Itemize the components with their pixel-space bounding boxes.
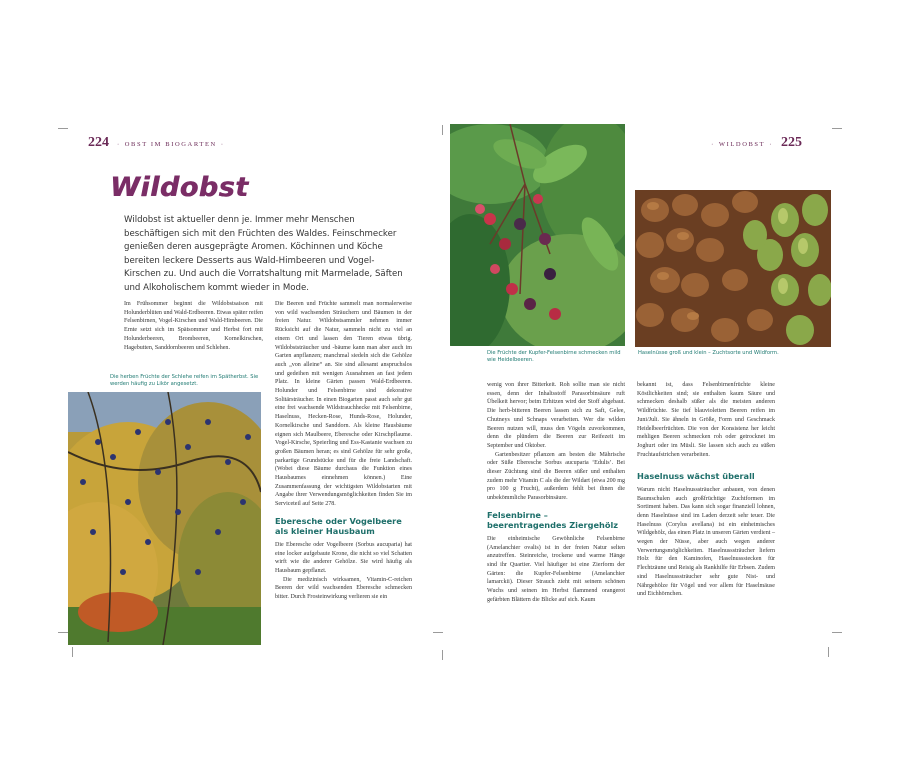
serviceberry-photo — [450, 124, 625, 346]
paragraph: Die medizinisch wirksamen, Vitamin-C-reichen Beeren der wild wachsenden Eberesche schmecken bitter. Durch Frosteinwirkung verlieren sie ein — [275, 576, 412, 601]
crop-mark — [832, 128, 842, 129]
sloe-photo — [68, 392, 261, 645]
right-running-head: WILDOBST — [718, 141, 766, 148]
paragraph: Die Beeren und Früchte sammelt man normalerweise von wild wachsenden Sträuchern und Bäumen in der freien Natur. Wildobstsammler nehmen immer Rücksicht auf die Natur, sammeln nicht zu viel an einem Ort und lassen den Tieren etwas übrig. Wildobststräucher und -bäume kann man aber auch im Garten anpflanzen; manchmal siedeln sich die Gehölze auch „von alleine“ an. Sie sind allesamt anspruchslos und gedeihen mit wenigen Ausnahmen an fast jedem Platz. In kleine Gärten passen Wald-Erdbeeren. Holunder und Felsenbirne sind dekorative Solitärsträucher. In einen Biogarten passt auch sehr gut eine frei wachsende Wildstrauchhecke mit Felsenbirne, Haselnuss, Hecken-Rose, Hunds-Rose, Holunder, Kornelkirsche und Sanddorn. Als kleine Hausbäume eignen sich Maulbeere, Eberesche oder Kirschpflaume. Vogel-Kirsche, Speierling und Ess-Kastanie wachsen zu großen Bäumen heran; es sind Gehölze für sehr große, parkartige Grundstücke und für die freie Landschaft. (Wobei diese Bäume durchaus die Funktion eines Hausbaumes einnehmen können.) Eine Zusammenfassung der wichtigsten Wildobstarten mit Angabe ihrer Verwendungsmöglichkeiten finden Sie im Serviceteil auf Seite 278. — [275, 301, 412, 508]
section-heading: Felsenbirne – beerentragendes Ziergehölz — [487, 509, 619, 531]
crop-mark — [72, 647, 73, 657]
sloe-photo-caption: Die herben Früchte der Schlehe reifen im Spätherbst. Sie werden häufig zu Likör angesetzt. — [110, 374, 259, 387]
crop-mark — [442, 650, 443, 660]
hazelnut-photo-caption: Haselnüsse groß und klein – Zuchtsorte und Wildform. — [638, 350, 779, 356]
left-column-1 — [124, 300, 263, 352]
section-heading: Eberesche oder Vogelbeere als kleiner Hausbaum — [275, 515, 402, 537]
left-folio: 224 · OBST IM BIOGARTEN · — [88, 135, 225, 150]
section-heading: Haselnuss wächst überall — [637, 471, 755, 482]
crop-mark — [433, 632, 443, 633]
paragraph: Die Eberesche oder Vogelbeere (Sorbus aucuparia) hat eine locker aufgebaute Krone, die nicht so viel Schatten wirft wie die anderer Gehölze. Sie wird häufig als Hausbaum gepflanzt. — [275, 541, 412, 574]
crop-mark — [828, 647, 829, 657]
hazelnut-photo — [635, 190, 831, 347]
crop-mark — [58, 632, 68, 633]
paragraph: Die einheimische Gewöhnliche Felsenbirne (Amelanchier ovalis) ist in der freien Natur selten anzutreffen. Steinreiche, trockene und warme Hänge sind ihr Quartier. Viel häufiger ist eine Zierform der Gärten: die Kupfer-Felsenbirne (Amelanchier lamarckii). Dieser Strauch zieht mit seinem schönen Wuchs und seinen im Herbst flammend orangerot gefärbten Blättern die Blicke auf sich. Kaum — [487, 535, 625, 603]
left-page-number: 224 — [88, 135, 109, 150]
paragraph: Warum nicht Haselnusssträucher anbauen, von denen Baumschulen auch großfrüchtige Zuchtformen im Sortiment haben. Das kann sich sogar finanziell lohnen, denn Haselnüsse sind im Laden derzeit sehr teuer. Die Haselnuss (Corylus avellana) ist ein einheimisches Wildgehölz, das einen Platz in unseren Gärten verdient – wegen der Nüsse, aber auch wegen anderer Verwertungsmöglichkeiten. Haselnusssträucher liefern Holz für den Kaminofen, Haselnussstecken für Flechtzäune und Reisig als Rankhilfe für Erbsen. Zudem sind Haselnusssträucher sehr gute Nist- und Nährgehölze für Vögel und vor allem für Haselmäuse und Eichhörnchen. — [637, 486, 775, 598]
left-column-2 — [275, 300, 412, 602]
paragraph: Im Frühsommer beginnt die Wildobstsaison mit Holunderblüten und Wald-Erdbeeren. Etwas später reifen Felsenbirnen, Vogel-Kirschen und Wald-Himbeeren. Die Ernte setzt sich im Spätsommer und Herbst fort mit Holunderbeeren, Brombeeren, Kornelkirschen, Hagebutten, Sanddornbeeren und Schlehen. — [124, 301, 263, 351]
serviceberry-photo-caption: Die Früchte der Kupfer-Felsenbirne schmecken mild wie Heidelbeeren. — [487, 350, 621, 363]
paragraph: bekannt ist, dass Felsenbirnenfrüchte kleine Köstlichkeiten sind; sie enthalten kaum Säure und schmecken deshalb süßer als die meisten anderen Wildfrüchte. Sie tief blauvioletten Beeren reifen im Juni/Juli. Sie ähneln in Größe, Form und Geschmack Heidelbeerfrüchten. Die von der Konsistenz her leicht mehligen Beeren schmecken roh oder getrocknet im Joghurt oder im Müsli. Sie lassen sich auch zu süßen Fruchtaufstrichen verarbeiten. — [637, 382, 775, 458]
right-folio: · WILDOBST · 225 — [711, 135, 802, 150]
lead-paragraph: Wildobst ist aktueller denn je. Immer mehr Menschen beschäftigen sich mit den Früchten des Waldes. Feinschmecker genießen deren ausgeprägte Aromen. Köchinnen und Köche bereiten leckere Desserts aus Wald-Himbeeren und Vogel-Kirschen zu. Und auch die Vorratshaltung mit Marmelade, Säften und Alkoholischem kommt wieder in Mode. — [124, 215, 403, 293]
crop-mark — [442, 125, 443, 135]
paragraph: wenig von ihrer Bitterkeit. Roh sollte man sie nicht essen, denn der Inhaltsstoff Parasorbinsäure ruft Übelkeit hervor; beim Erhitzen wird der Stoff abgebaut. Die herb-bitteren Beeren lassen sich zu Saft, Gelee, Chutneys und Schnaps verarbeiten. Wer die wilden Beeren nutzen will, muss den Vögeln zuvorkommen, denn die plündern die Beeren zur Reifezeit im September und Oktober. — [487, 382, 625, 449]
right-column-2 — [637, 381, 775, 599]
page-title: Wildobst — [110, 172, 249, 203]
crop-mark — [832, 632, 842, 633]
left-running-head: OBST IM BIOGARTEN — [124, 141, 217, 148]
paragraph: Gartenbesitzer pflanzen am besten die Mährische oder Süße Eberesche Sorbus aucuparia ‘Edulis’. Bei dieser Züchtung sind die Beeren süßer und enthalten zudem mehr Vitamin C als die der Wildart (etwa 200 mg pro 100 g Frucht), außerdem fehlt bei ihnen die unbekömmliche Parasorbinsäure. — [487, 451, 625, 502]
right-column-1 — [487, 381, 625, 604]
crop-mark — [58, 128, 68, 129]
right-page-number: 225 — [781, 135, 802, 150]
